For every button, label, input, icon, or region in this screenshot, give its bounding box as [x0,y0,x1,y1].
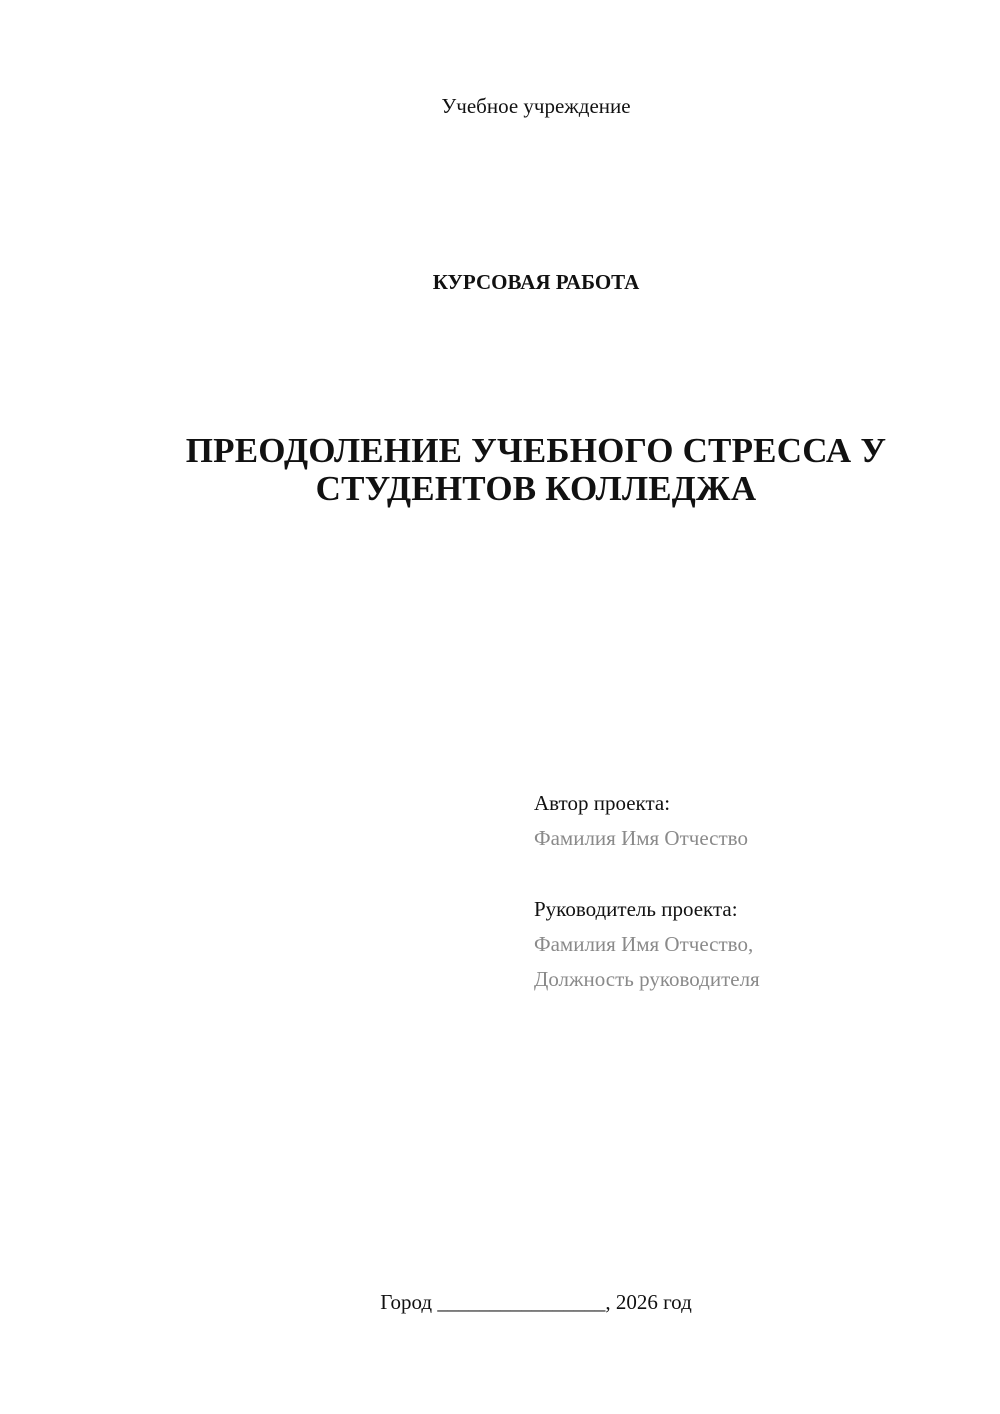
author-name: Фамилия Имя Отчество [534,826,748,850]
institution-name: Учебное учреждение [441,94,631,118]
work-type-heading: КУРСОВАЯ РАБОТА [432,270,640,294]
author-block [534,786,974,856]
document-title-line-1: ПРЕОДОЛЕНИЕ УЧЕБНОГО СТРЕССА У [185,431,887,470]
supervisor-name: Фамилия Имя Отчество, [534,932,754,956]
document-title [120,432,952,508]
supervisor-block [534,892,974,997]
document-title-line-2: СТУДЕНТОВ КОЛЛЕДЖА [315,469,757,508]
author-label: Автор проекта: [534,791,671,815]
supervisor-label: Руководитель проекта: [534,897,738,921]
city-year-line: Город ________________, 2026 год [380,1290,692,1314]
supervisor-position: Должность руководителя [534,967,760,991]
